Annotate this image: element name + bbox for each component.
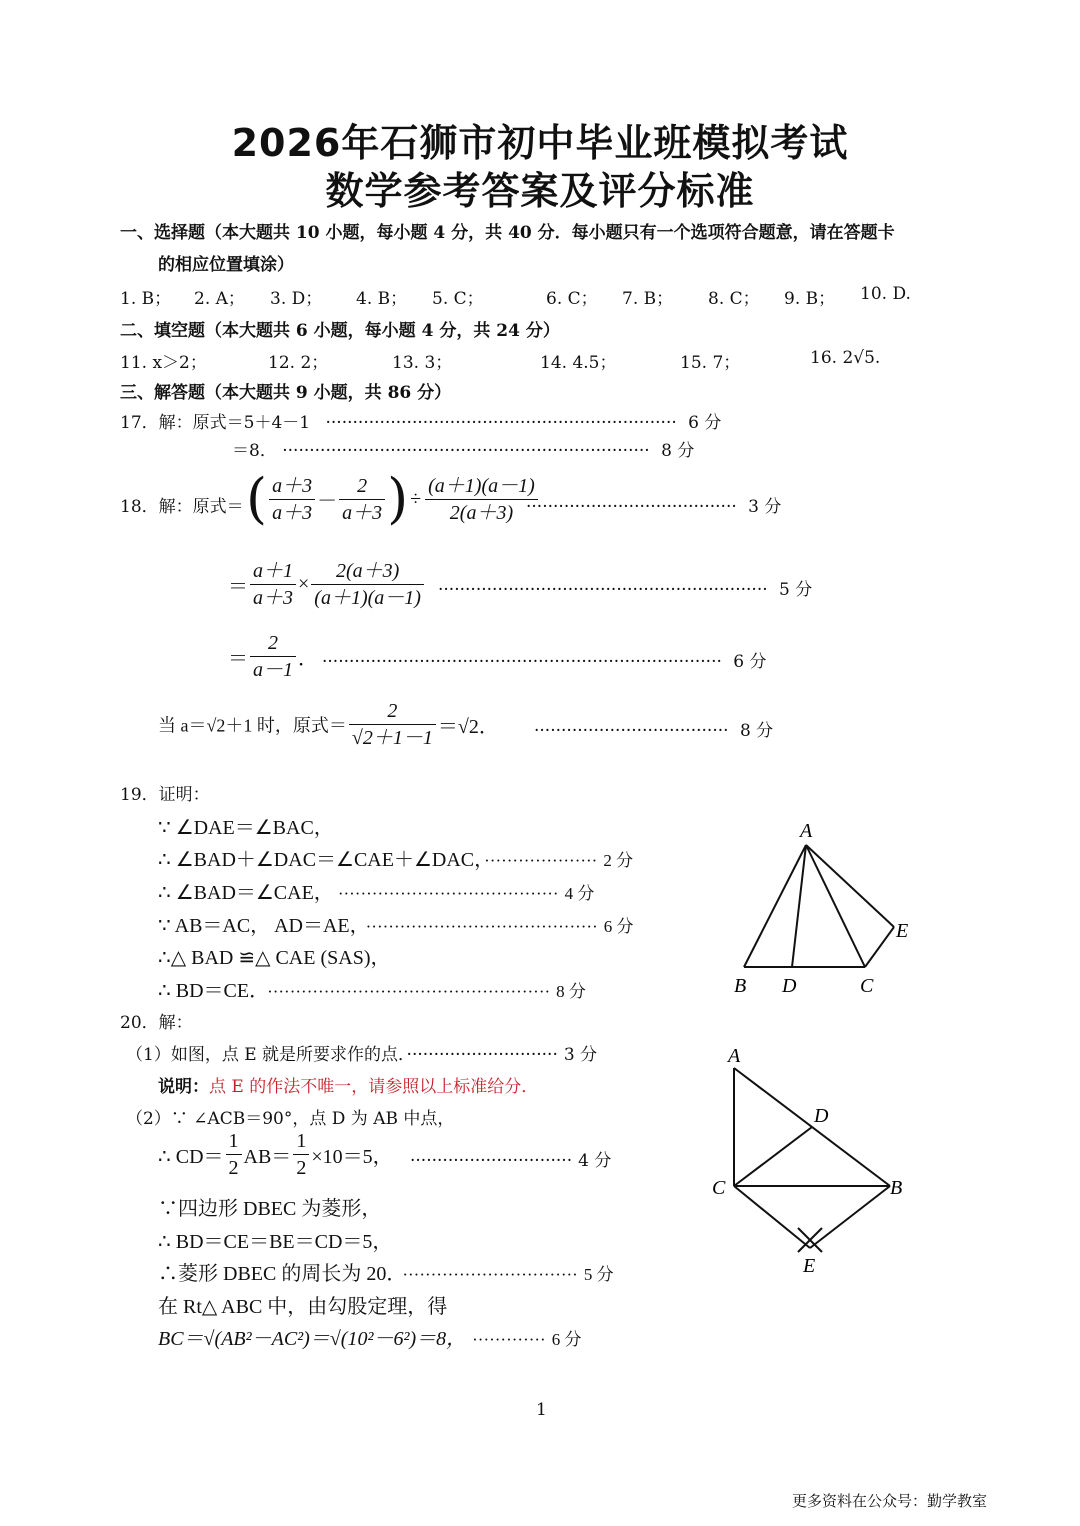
q19-score-3: 6 分 <box>603 917 634 936</box>
q18-score-4: 8 分 <box>739 721 774 741</box>
section-3-heading: 三、解答题（本大题共 9 小题，共 86 分） <box>120 383 452 403</box>
q18-frac-3: $\frac{(a+1)(a-1)}{2(a+3)}$ <box>425 473 538 526</box>
note-label: 说明： <box>158 1077 209 1097</box>
q19-line-5: ∴△ BAD ≌△ CAE (SAS)， <box>158 947 391 969</box>
mc-answer: 9. B； <box>784 289 836 309</box>
q18-frac-2: $\frac{2}{a+3}$ <box>339 473 385 526</box>
q17-label: 17．解：原式＝5＋4－1 <box>120 413 311 433</box>
q17-result: ＝8． <box>232 441 277 461</box>
q18-score-2: 5 分 <box>779 580 813 600</box>
fill-answer: 16. 2√5. <box>810 348 881 368</box>
exam-title: 2026年石狮市初中毕业班模拟考试 <box>231 121 849 165</box>
mc-answer: 4. B； <box>356 289 408 309</box>
footer-note: 更多资料在公众号：勤学教室 <box>792 1492 988 1510</box>
q19-score-1: 2 分 <box>603 851 634 870</box>
q19-triangle-figure <box>720 815 930 1000</box>
q18-label: 18．解：原式＝ <box>120 497 244 517</box>
q18-step-1-score-line: ······································· 3 分 <box>526 497 782 517</box>
fill-answer: 13. 3； <box>392 353 453 373</box>
fill-answer: 12. 2； <box>268 353 329 373</box>
mc-answer: 1. B； <box>120 289 172 309</box>
mc-answer: 7. B； <box>622 289 674 309</box>
q19-label-A: A <box>800 820 813 842</box>
q17-line2: ＝8． ···································································· 8 分 <box>232 441 695 461</box>
fill-answer: 14. 4.5； <box>540 353 617 373</box>
q18-step4-frac: $\frac{2}{√2+1-1}$ <box>349 698 436 751</box>
q18-score-1: 3 分 <box>748 497 782 517</box>
q18-frac-1: $\frac{a+3}{a+3}$ <box>269 473 315 526</box>
q17-score-2: 8 分 <box>661 441 695 461</box>
q20-label-A: A <box>728 1045 741 1067</box>
q20-cd-expression: ∴ CD＝ $\frac{1}{2}$ AB＝ $\frac{1}{2}$ ×10＝5， <box>158 1130 393 1179</box>
q18-step2-frac-1: $\frac{a+1}{a+3}$ <box>250 558 296 611</box>
q18-step-3-score-line: ·········································································· 6 分 <box>322 652 767 672</box>
q19-label-C: C <box>860 975 874 997</box>
q20-line-equal-sides: ∴ BD＝CE＝BE＝CD＝5， <box>158 1231 393 1253</box>
mc-answer: 5. C； <box>432 289 484 309</box>
q18-step-3-expression: ＝ $\frac{2}{a-1}$ ． <box>228 632 318 681</box>
mc-answer: 6. C； <box>546 289 598 309</box>
fill-answer: 11. x＞2； <box>120 353 207 373</box>
q18-step-4-score-line: ···································· 8 分 <box>534 721 774 741</box>
q18-step-2-expression: ＝ $\frac{a+1}{a+3}$ × $\frac{2(a+3)}{(a+1)(a-1)}$ <box>228 558 426 611</box>
q20-label: 20．解： <box>120 1013 193 1033</box>
q20-label-E: E <box>803 1255 816 1277</box>
q20-score-3: 5 分 <box>583 1265 614 1284</box>
q20-score-2: 4 分 <box>578 1151 612 1171</box>
q18-step-1-expression: ( $\frac{a+3}{a+3}$ － $\frac{2}{a+3}$ ) ÷ $\frac{(a+1)(a-1)}{2(a+3)}$ <box>246 472 540 526</box>
q20-part-2: （2）∵ ∠ACB＝90°，点 D 为 AB 中点， <box>126 1109 455 1129</box>
fill-answer: 15. 7； <box>680 353 741 373</box>
q19-line-4: ∵ AB＝AC， AD＝AE， ········································· 6 分 <box>158 915 634 937</box>
exam-subtitle: 数学参考答案及评分标准 <box>325 169 755 213</box>
section-2-heading: 二、填空题（本大题共 6 小题，每小题 4 分，共 24 分） <box>120 321 560 341</box>
section-1-heading: 一、选择题（本大题共 10 小题，每小题 4 分，共 40 分．每小题只有一个选项符合题意，请在答题卡 <box>120 223 895 243</box>
q20-label-B: B <box>890 1177 903 1199</box>
q19-label-D: D <box>782 975 797 997</box>
section-1-heading-cont: 的相应位置填涂） <box>158 255 294 275</box>
q18-step-4-expression: 当 a＝√2＋1 时，原式＝ $\frac{2}{√2+1-1}$ ＝√2． <box>158 700 499 749</box>
q19-score-4: 8 分 <box>556 982 586 1001</box>
q19-label-E: E <box>896 920 909 942</box>
mc-answer: 2. A； <box>194 289 245 309</box>
q18-step2-frac-2: $\frac{2(a+3)}{(a+1)(a-1)}$ <box>311 558 424 611</box>
page-number: 1 <box>536 1400 547 1420</box>
q20-rhombus-figure <box>700 1040 920 1280</box>
q20-line-rhombus: ∵四边形 DBEC 为菱形， <box>158 1198 382 1220</box>
q19-line-1: ∵ ∠DAE＝∠BAC， <box>158 817 334 839</box>
q20-frac-half-1: $\frac{1}{2}$ <box>226 1128 242 1181</box>
note-text: 点 E 的作法不唯一，请参照以上标准给分． <box>209 1077 539 1097</box>
q19-line-6: ∴ BD＝CE． ·················································· 8 分 <box>158 980 586 1002</box>
q19-line-3: ∴ ∠BAD＝∠CAE， ······································· 4 分 <box>158 882 595 904</box>
q20-line-perimeter: ∴菱形 DBEC 的周长为 20． ······························· 5 分 <box>158 1263 614 1285</box>
q18-step-2-score-line: ····························································· 5 分 <box>438 580 813 600</box>
mc-answer: 10. D. <box>860 284 911 304</box>
q19-score-2: 4 分 <box>564 884 595 903</box>
q18-step3-frac: $\frac{2}{a-1}$ <box>250 630 296 683</box>
mc-answer: 3. D； <box>270 289 323 309</box>
q20-score-1: 3 分 <box>563 1045 598 1065</box>
q19-label-B: B <box>734 975 747 997</box>
mc-answer: 8. C； <box>708 289 760 309</box>
q20-note <box>158 1072 538 1097</box>
q20-label-C: C <box>712 1177 726 1199</box>
q20-score-4: 6 分 <box>551 1330 582 1349</box>
q20-label-D: D <box>814 1105 829 1127</box>
q17-score-1: 6 分 <box>688 413 722 433</box>
q20-line-pythagoras: 在 Rt△ ABC 中，由勾股定理，得 <box>158 1296 448 1318</box>
q20-frac-half-2: $\frac{1}{2}$ <box>293 1128 309 1181</box>
q19-label: 19．证明： <box>120 785 210 805</box>
q20-line-bc: BC＝√(AB²－AC²)＝√(10²－6²)＝8， ············· 6 分 <box>158 1328 582 1350</box>
q20-cd-score-line: ······························ 4 分 <box>410 1151 612 1171</box>
q19-line-2: ∴ ∠BAD＋∠DAC＝∠CAE＋∠DAC，···················· 2 分 <box>158 849 634 871</box>
q18-score-3: 6 分 <box>733 652 767 672</box>
q20-part-1: （1）如图，点 E 就是所要求作的点．···························· 3 分 <box>126 1045 598 1065</box>
q17-line1: 17．解：原式＝5＋4－1 ································································· 6 分 <box>120 413 722 433</box>
